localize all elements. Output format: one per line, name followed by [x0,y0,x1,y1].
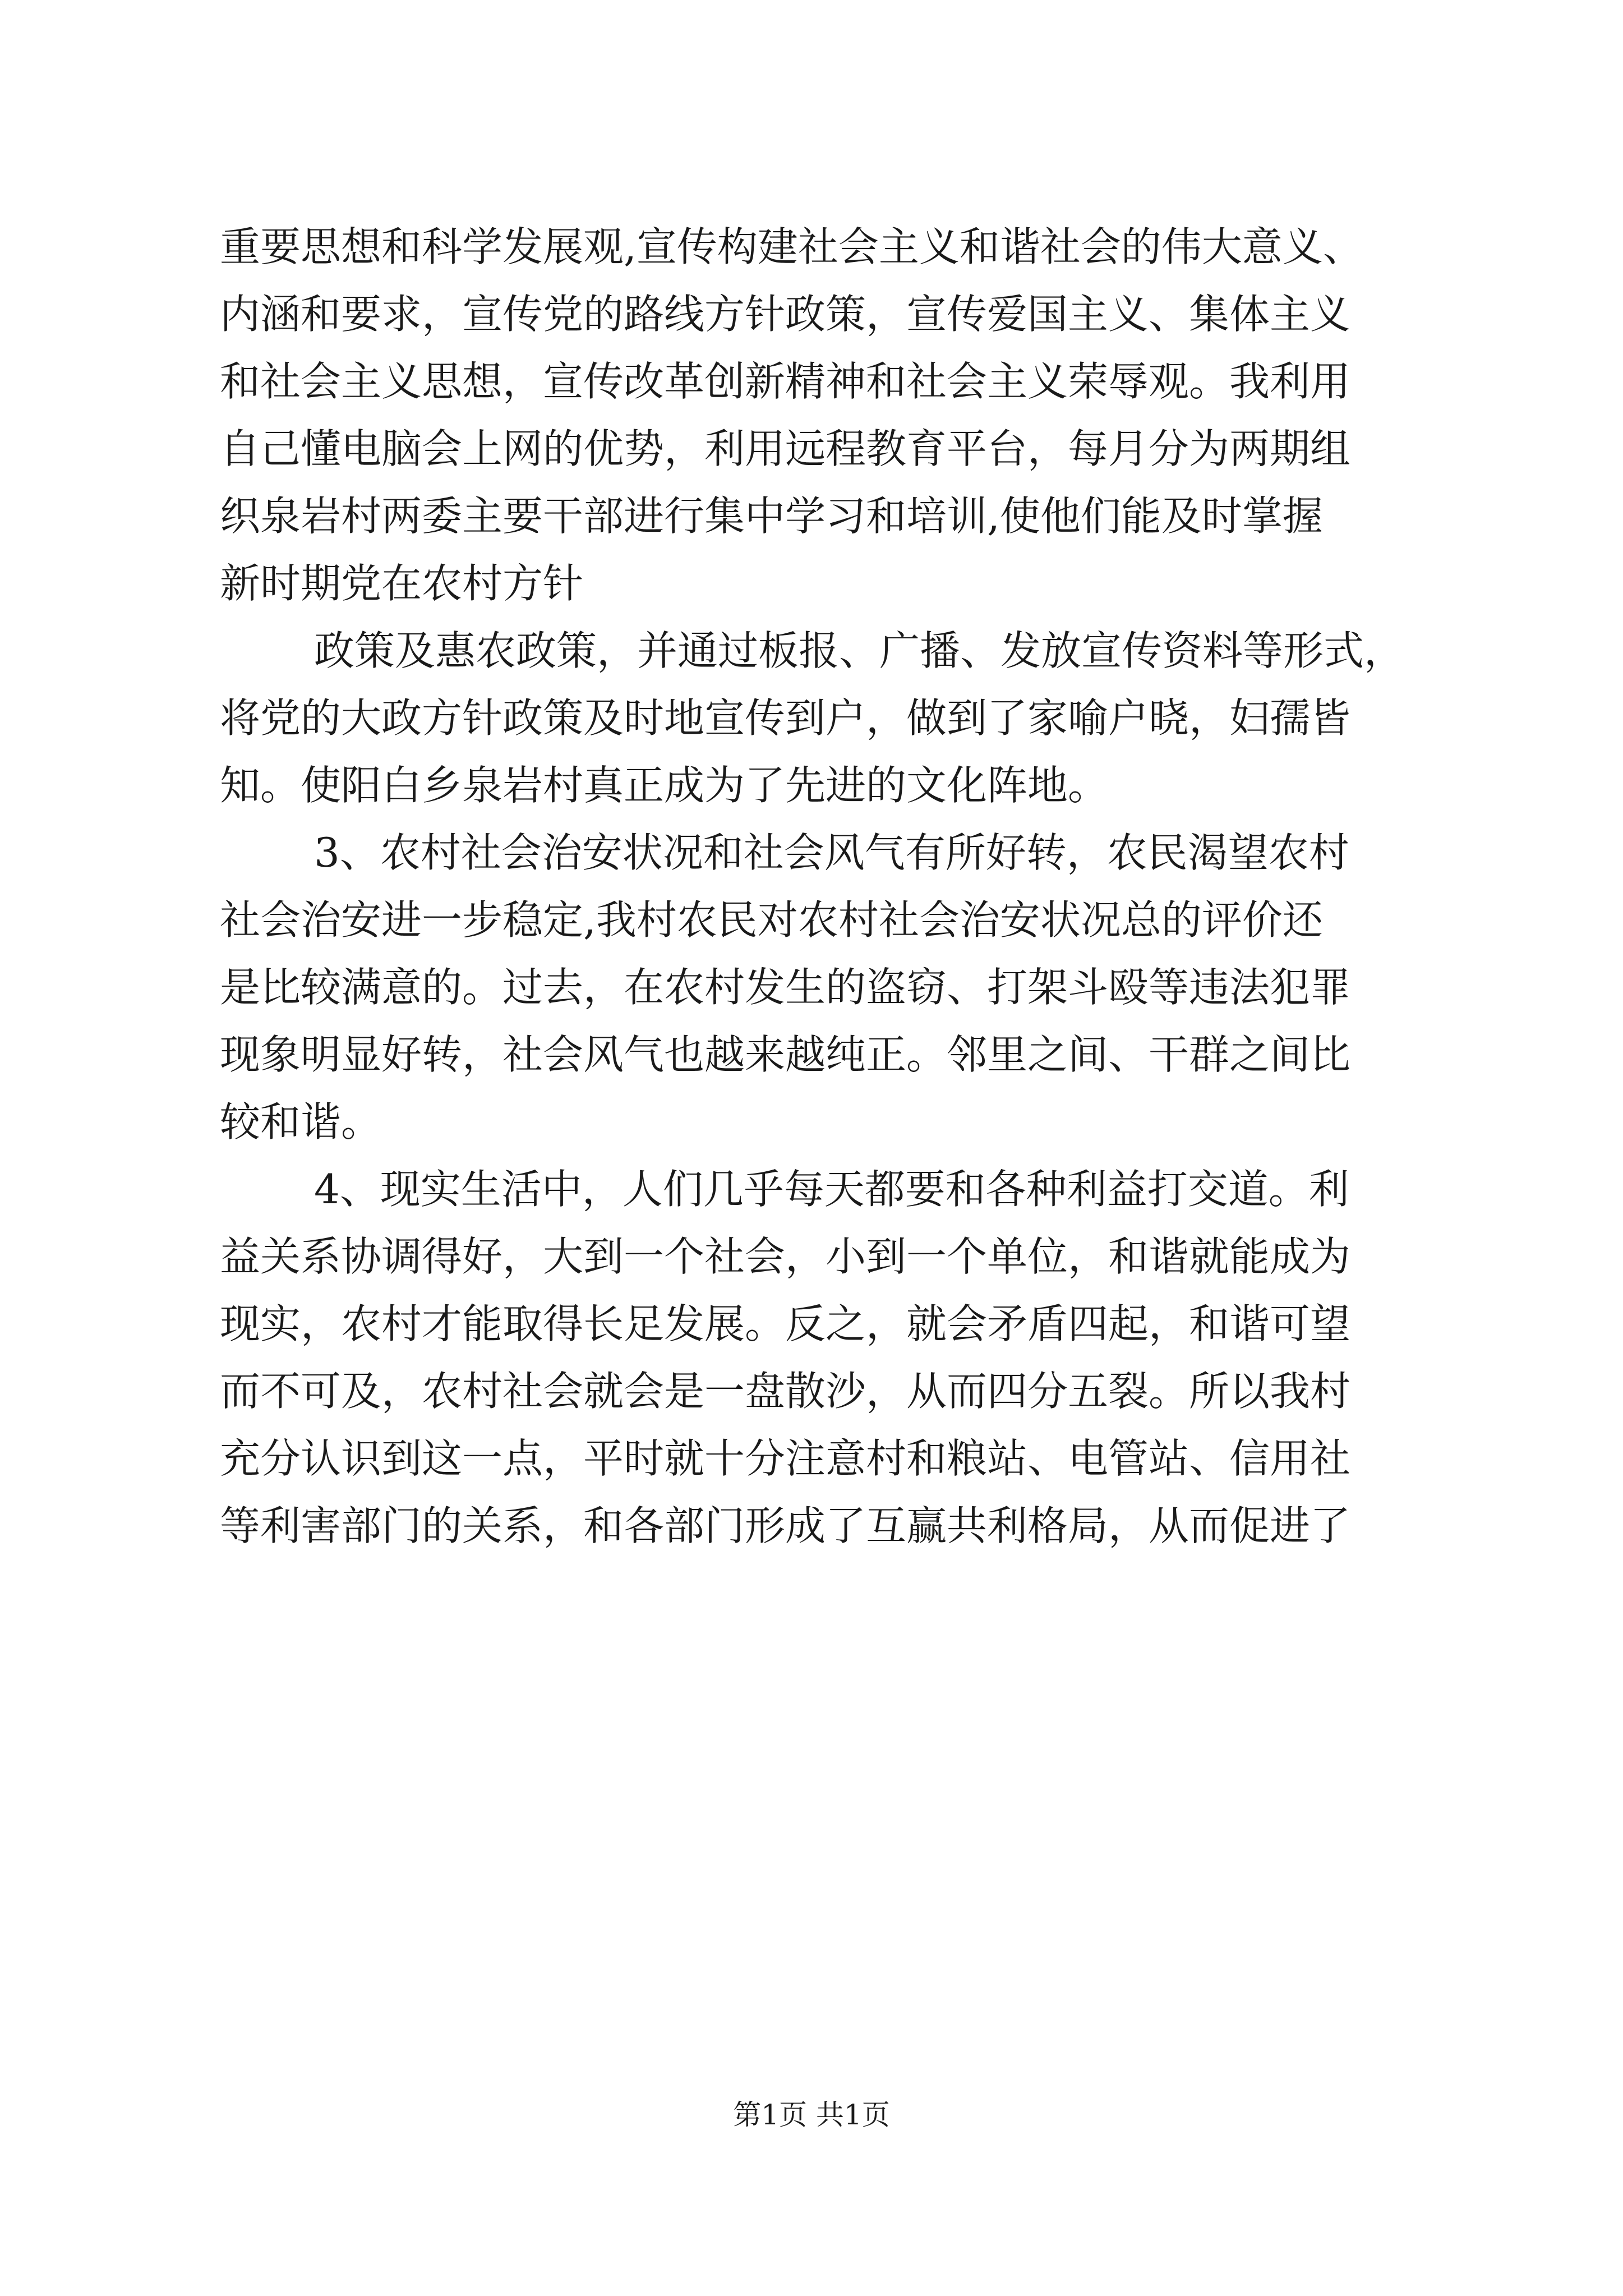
text-line: 等利害部门的关系，和各部门形成了互赢共利格局，从而促进了 [220,1502,1351,1549]
text-line: 充分认识到这一点，平时就十分注意村和粮站、电管站、信用社 [220,1435,1351,1482]
text-line: 现实，农村才能取得长足发展。反之，就会矛盾四起，和谐可望 [220,1300,1351,1347]
page-footer: 第1页 共1页 [733,2099,890,2131]
text-line: 而不可及，农村社会就会是一盘散沙，从而四分五裂。所以我村 [220,1368,1351,1415]
text-line: 重要思想和科学发展观,宣传构建社会主义和谐社会的伟大意义、 [220,223,1363,270]
paragraph-start-line: 4、现实生活中，人们几乎每天都要和各种利益打交道。利 [314,1166,1349,1213]
text-line: 将党的大政方针政策及时地宣传到户，做到了家喻户晓，妇孺皆 [220,694,1351,742]
text-line: 现象明显好转，社会风气也越来越纯正。邻里之间、干群之间比 [220,1031,1351,1078]
text-line: 自己懂电脑会上网的优势，利用远程教育平台，每月分为两期组 [220,425,1351,472]
text-line: 内涵和要求，宣传党的路线方针政策，宣传爱国主义、集体主义 [220,291,1351,338]
text-line: 新时期党在农村方针 [220,560,584,607]
paragraph-start-line: 政策及惠农政策，并通过板报、广播、发放宣传资料等形式， [314,627,1405,674]
text-line: 知。使阳白乡泉岩村真正成为了先进的文化阵地。 [220,762,1109,809]
text-line: 是比较满意的。过去，在农村发生的盗窃、打架斗殴等违法犯罪 [220,964,1351,1011]
text-line: 较和谐。 [220,1098,382,1145]
text-line: 织泉岩村两委主要干部进行集中学习和培训,使他们能及时掌握 [220,493,1323,540]
text-line: 社会治安进一步稳定,我村农民对农村社会治安状况总的评价还 [220,896,1323,944]
body-text [220,213,1448,1559]
paragraph-start-line: 3、农村社会治安状况和社会风气有所好转，农民渴望农村 [314,829,1349,876]
text-line: 益关系协调得好，大到一个社会，小到一个单位，和谐就能成为 [220,1233,1351,1280]
text-line: 和社会主义思想，宣传改革创新精神和社会主义荣辱观。我利用 [220,358,1351,405]
